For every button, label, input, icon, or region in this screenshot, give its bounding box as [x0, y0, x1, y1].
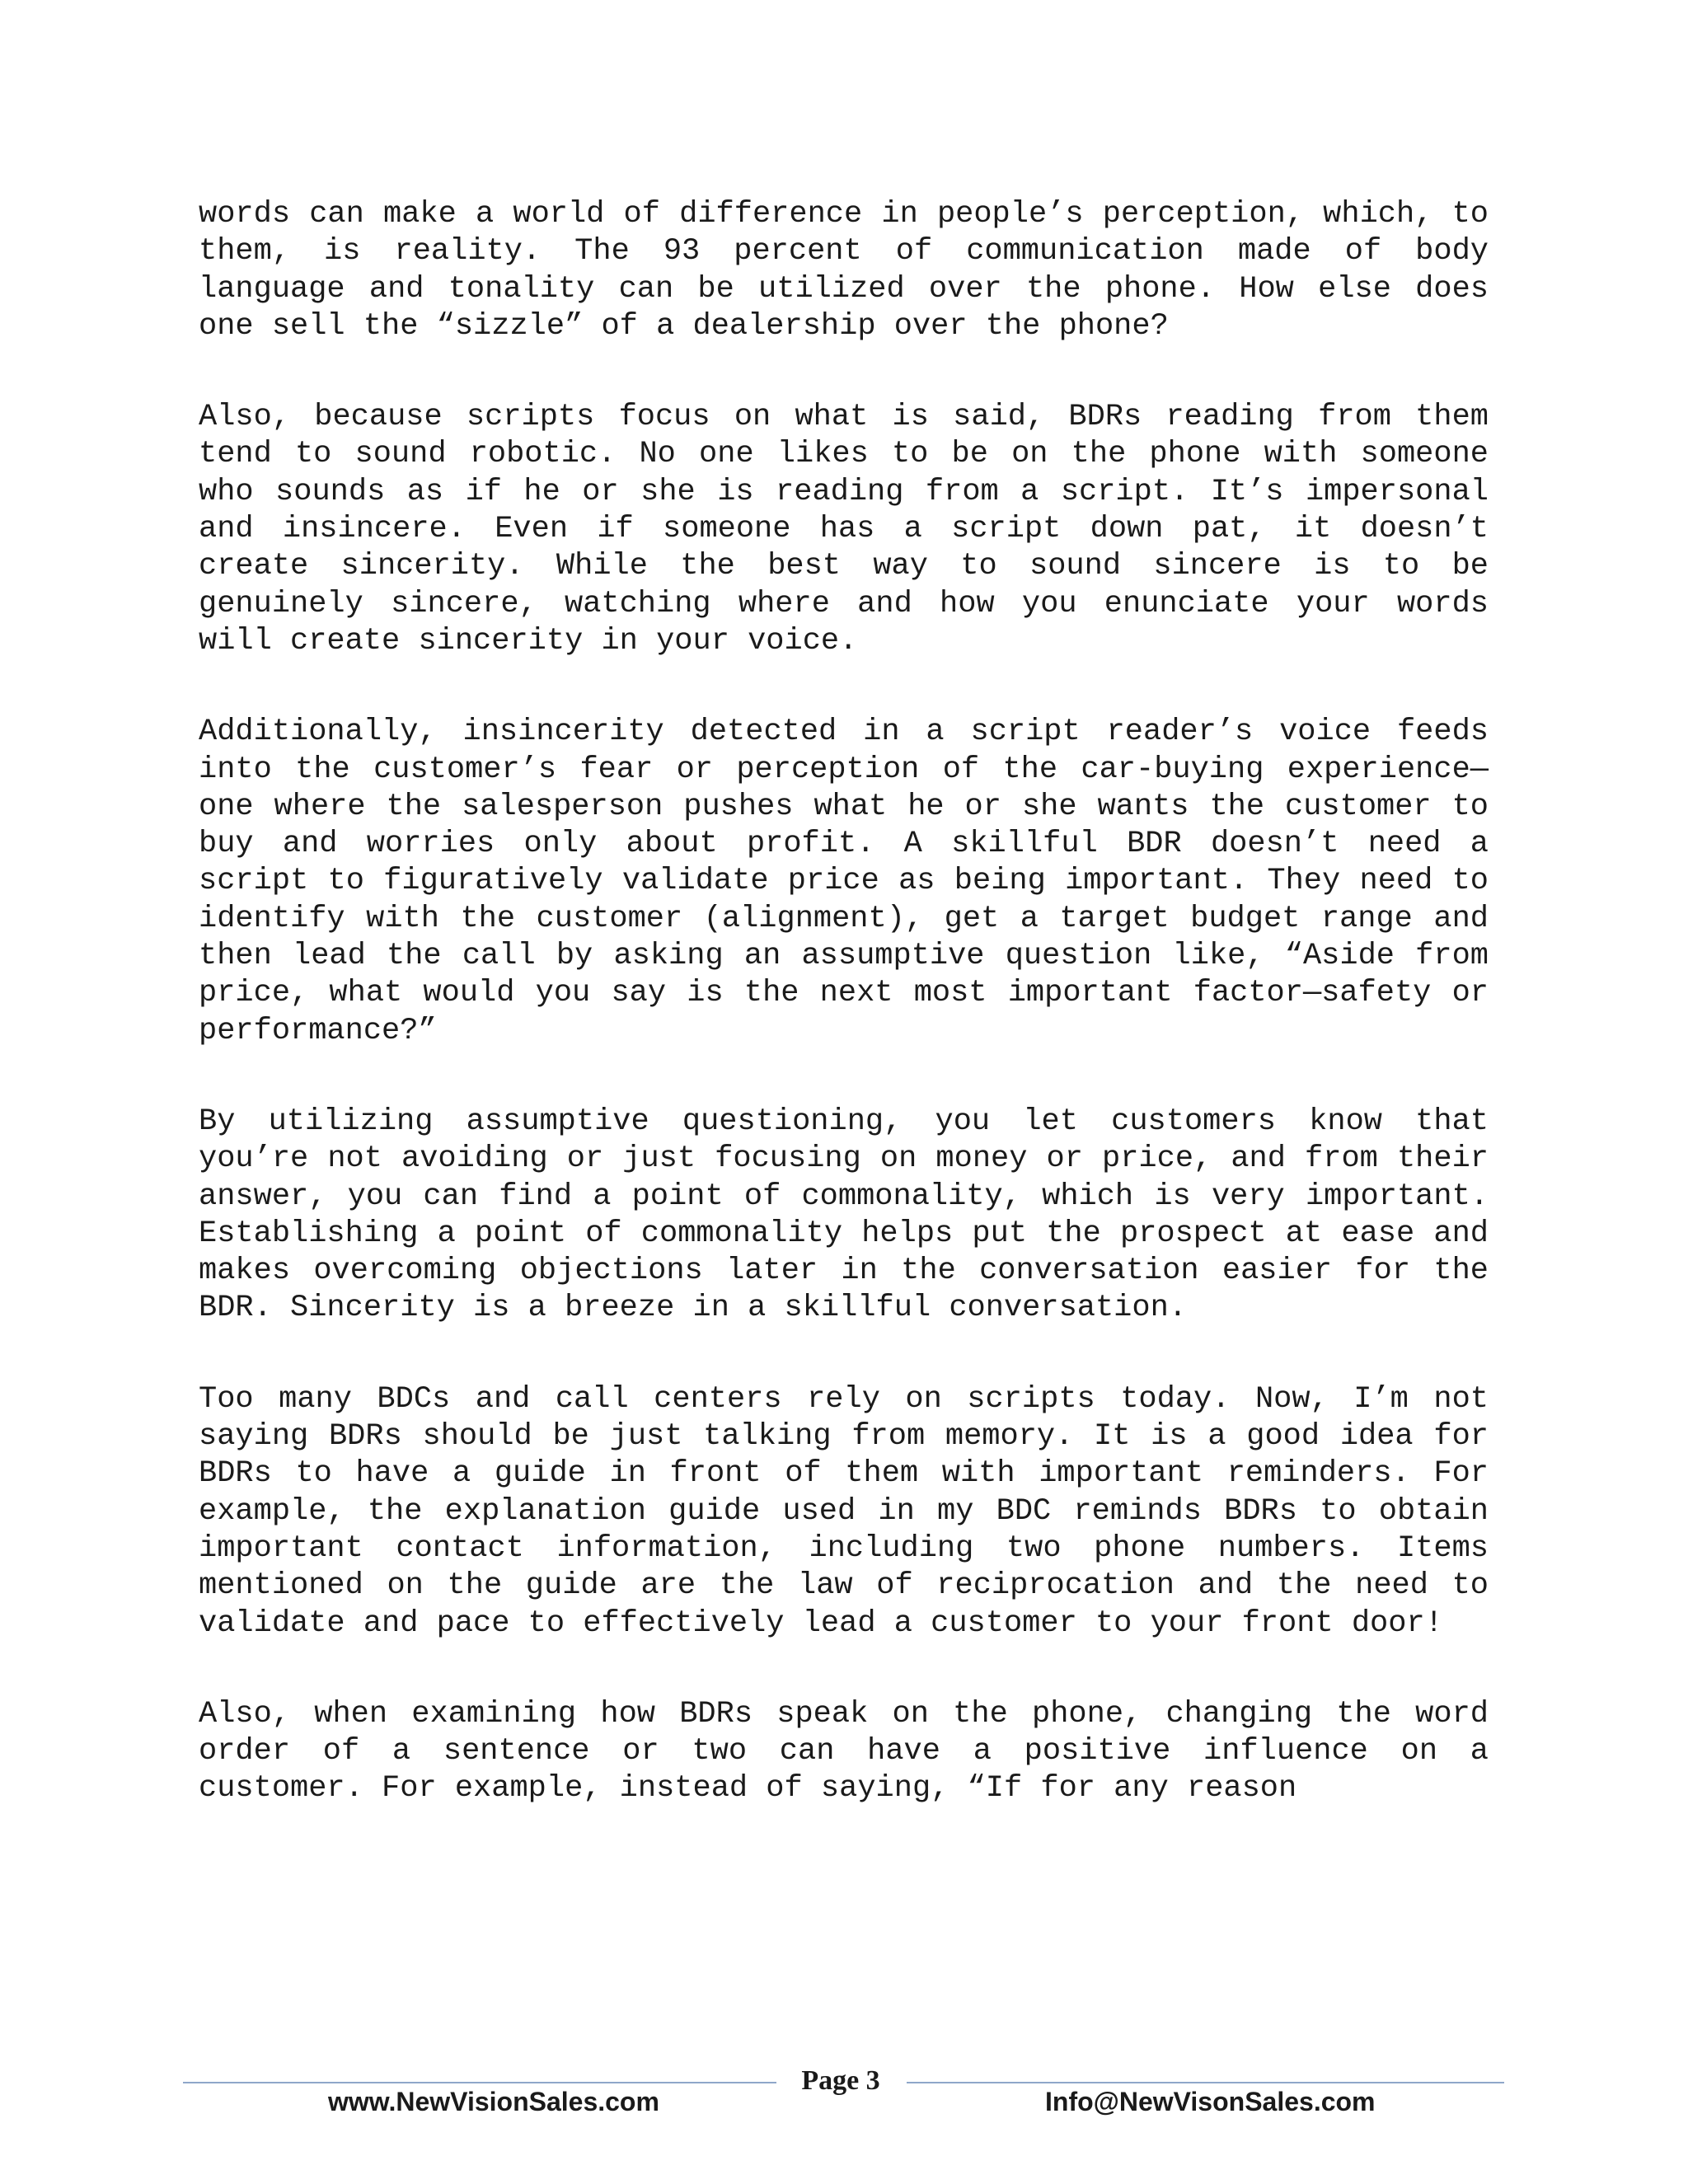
paragraph: Also, when examining how BDRs speak on the phone, changing the word order of a sentence or two can have a positive influence on a customer. For example, instead of saying, “If for any reason — [199, 1696, 1489, 1807]
paragraph: words can make a world of difference in people’s perception, which, to them, is reality. The 93 percent of communication made of body language and tonality can be utilized over the phone. How else does one sell the “sizzle” of a dealership over the phone? — [199, 197, 1489, 344]
footer-website-link[interactable]: www.NewVisionSales.com — [328, 2087, 659, 2116]
footer-divider-right — [907, 2082, 1504, 2083]
paragraph: Also, because scripts focus on what is said, BDRs reading from them tend to sound robotic. No one likes to be on the phone with someone who sounds as if he or she is reading from a script. It’s impersonal and insincere. Even if someone has a script down pat, it doesn’t create sincerity. While the best way to sound sincere is to be genuinely sincere, watching where and how you enunciate your words will create sincerity in your voice. — [199, 400, 1489, 658]
paragraph: By utilizing assumptive questioning, you let customers know that you’re not avoiding or just focusing on money or price, and from their answer, you can find a point of commonality, which is very important. Establishing a point of commonality helps put the prospect at ease and makes overcoming objections later in the conversation easier for the BDR. Sincerity is a breeze in a skillful conversation. — [199, 1104, 1489, 1326]
footer-divider-left — [183, 2082, 776, 2083]
paragraph: Too many BDCs and call centers rely on scripts today. Now, I’m not saying BDRs should be just talking from memory. It is a good idea for BDRs to have a guide in front of them with important reminders. For example, the explanation guide used in my BDC reminds BDRs to obtain important contact information, including two phone numbers. Items mentioned on the guide are the law of reciprocation and the need to validate and pace to effectively lead a customer to your front door! — [199, 1381, 1489, 1641]
footer-email-link[interactable]: Info@NewVisonSales.com — [1045, 2087, 1376, 2116]
paragraph: Additionally, insincerity detected in a script reader’s voice feeds into the customer’s fear or perception of the car-buying experience—one where the salesperson pushes what he or she wants the customer to buy and worries only about profit. A skillful BDR doesn’t need a script to figuratively validate price as being important. They need to identify with the customer (alignment), get a target budget range and then lead the call by asking an assumptive question like, “Aside from price, what would you say is the next most important factor—safety or performance?” — [199, 715, 1489, 1048]
body-text — [199, 196, 1489, 1862]
page-number: Page 3 — [801, 2065, 880, 2096]
